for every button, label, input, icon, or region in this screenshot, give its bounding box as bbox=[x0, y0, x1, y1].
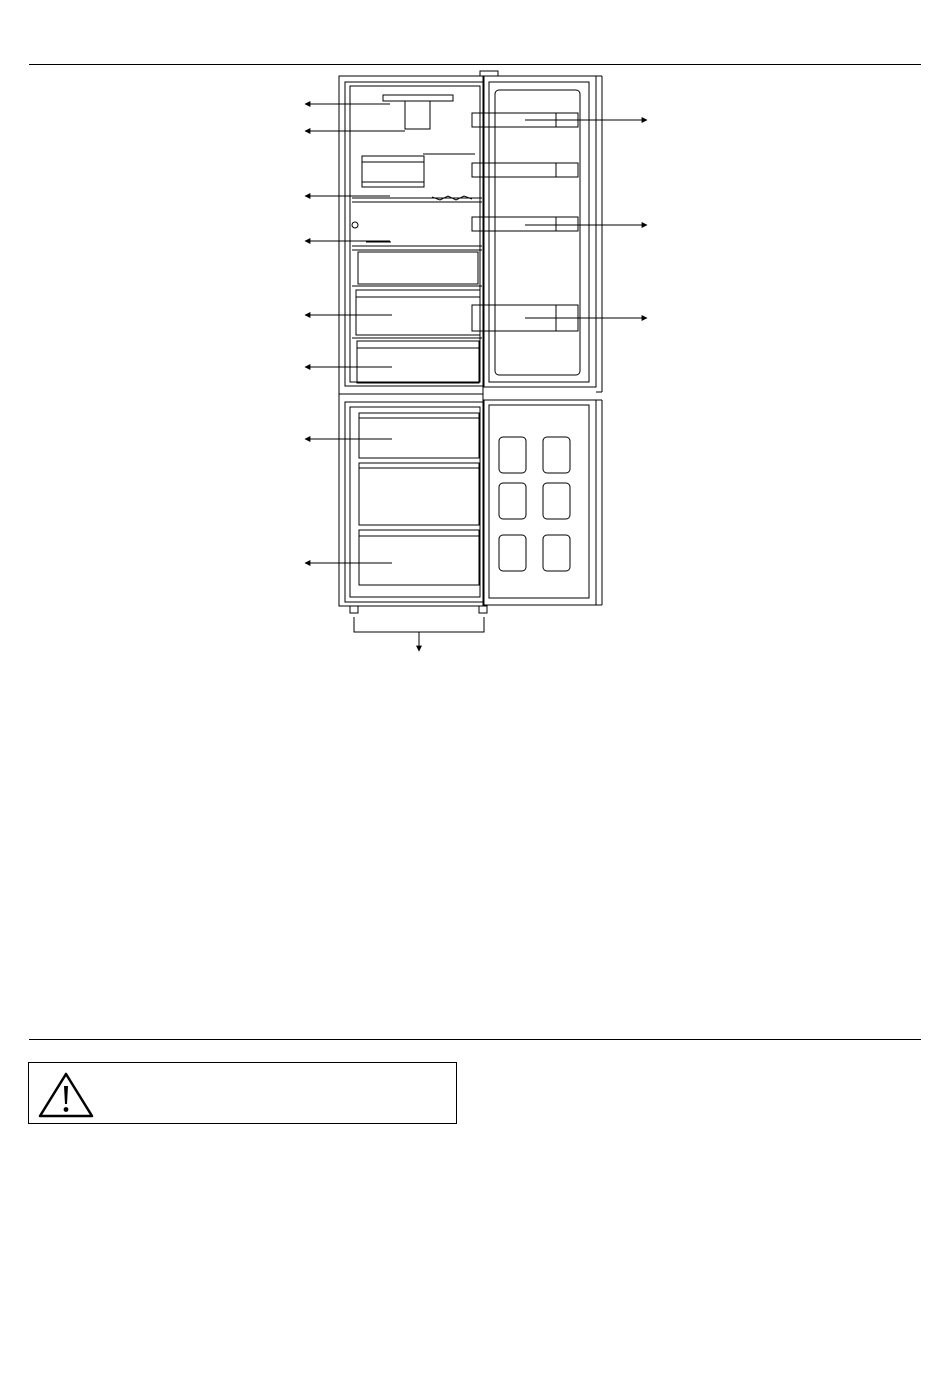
crisper-drawer bbox=[358, 252, 478, 284]
lower-drawer bbox=[357, 341, 479, 383]
door-shelf-2 bbox=[472, 163, 578, 177]
door-shelf-3 bbox=[472, 217, 578, 231]
warning-box bbox=[28, 1062, 457, 1124]
section-divider bbox=[29, 1039, 921, 1040]
freezer-drawer-2 bbox=[359, 463, 479, 525]
freezer-drawer-3 bbox=[359, 530, 479, 585]
freezer-compartment bbox=[345, 402, 483, 602]
light-box bbox=[405, 101, 430, 129]
warning-triangle-icon bbox=[37, 1071, 95, 1119]
fridge-compartment bbox=[345, 82, 483, 386]
freezer-door bbox=[484, 400, 596, 605]
freezer-drawer-1 bbox=[359, 413, 479, 458]
top-hinge bbox=[480, 71, 498, 76]
fan-cover bbox=[383, 95, 453, 101]
feet-bracket bbox=[354, 617, 484, 632]
